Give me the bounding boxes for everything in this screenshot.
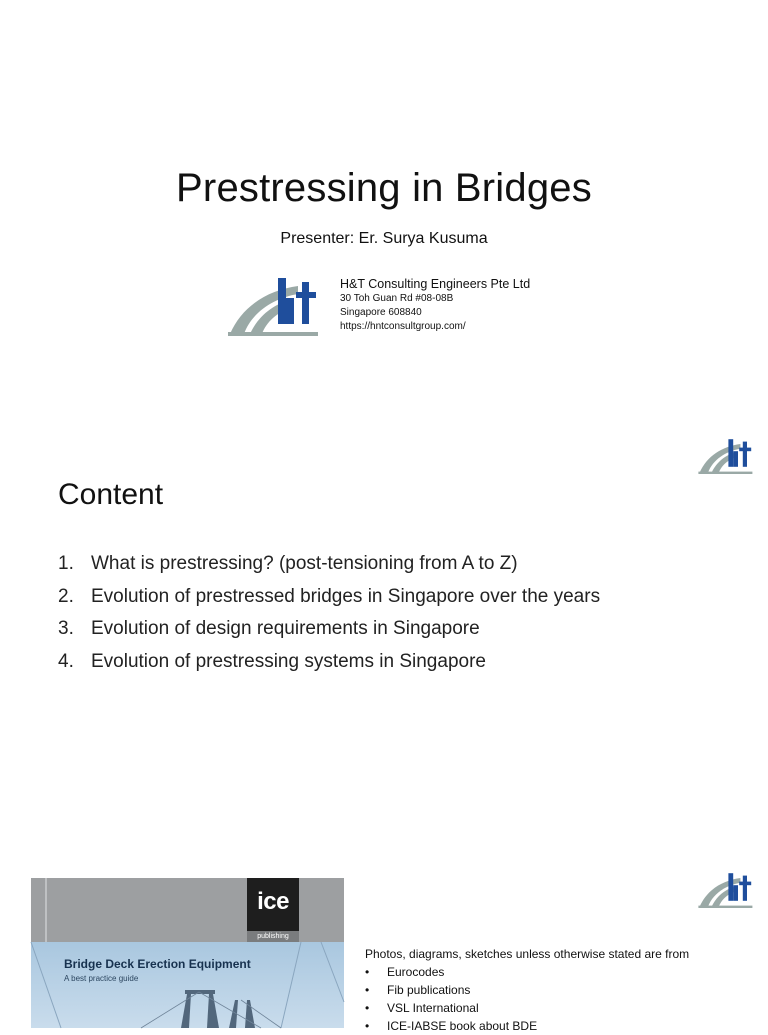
slide-title: Prestressing in Bridges [176, 166, 592, 210]
company-name: H&T Consulting Engineers Pte Ltd [340, 277, 531, 291]
company-logo-icon [228, 276, 320, 336]
company-logo-icon [698, 438, 754, 474]
list-item: 3. Evolution of design requirements in Singapore [58, 618, 480, 639]
company-address-line2: Singapore 608840 [340, 307, 422, 318]
sources-intro: Photos, diagrams, sketches unless otherwise stated are from [365, 947, 690, 961]
company-website: https://hntconsultgroup.com/ [340, 321, 466, 332]
list-item: • VSL International [365, 1001, 479, 1015]
company-logo-icon [698, 872, 754, 908]
references-slide [0, 860, 768, 1033]
list-item: 4. Evolution of prestressing systems in Singapore [58, 650, 486, 672]
ice-logo: ice publishing [247, 878, 299, 942]
book-title: Bridge Deck Erection Equipment [64, 957, 251, 971]
bridge-pylon-illustration [31, 942, 344, 1028]
company-address-line1: 30 Toh Guan Rd #08-08B [340, 293, 454, 304]
list-item: 2. Evolution of prestressed bridges in Singapore over the years [58, 585, 601, 607]
list-item: • ICE-IABSE book about BDE [365, 1019, 538, 1033]
book-subtitle: A best practice guide [64, 974, 139, 983]
book-cover-image [31, 878, 344, 1028]
list-item: • Eurocodes [365, 965, 445, 979]
sources-block [365, 946, 689, 1035]
company-block [228, 276, 568, 338]
list-item: • Fib publications [365, 983, 471, 997]
presenter-name: Presenter: Er. Surya Kusuma [280, 230, 488, 247]
title-slide [0, 0, 768, 420]
sources-list [365, 963, 689, 1035]
content-heading: Content [58, 478, 164, 511]
company-info [340, 276, 530, 334]
content-list [58, 548, 600, 678]
list-item: 1. What is prestressing? (post-tensioning from A to Z) [58, 553, 518, 574]
content-slide [0, 430, 768, 850]
